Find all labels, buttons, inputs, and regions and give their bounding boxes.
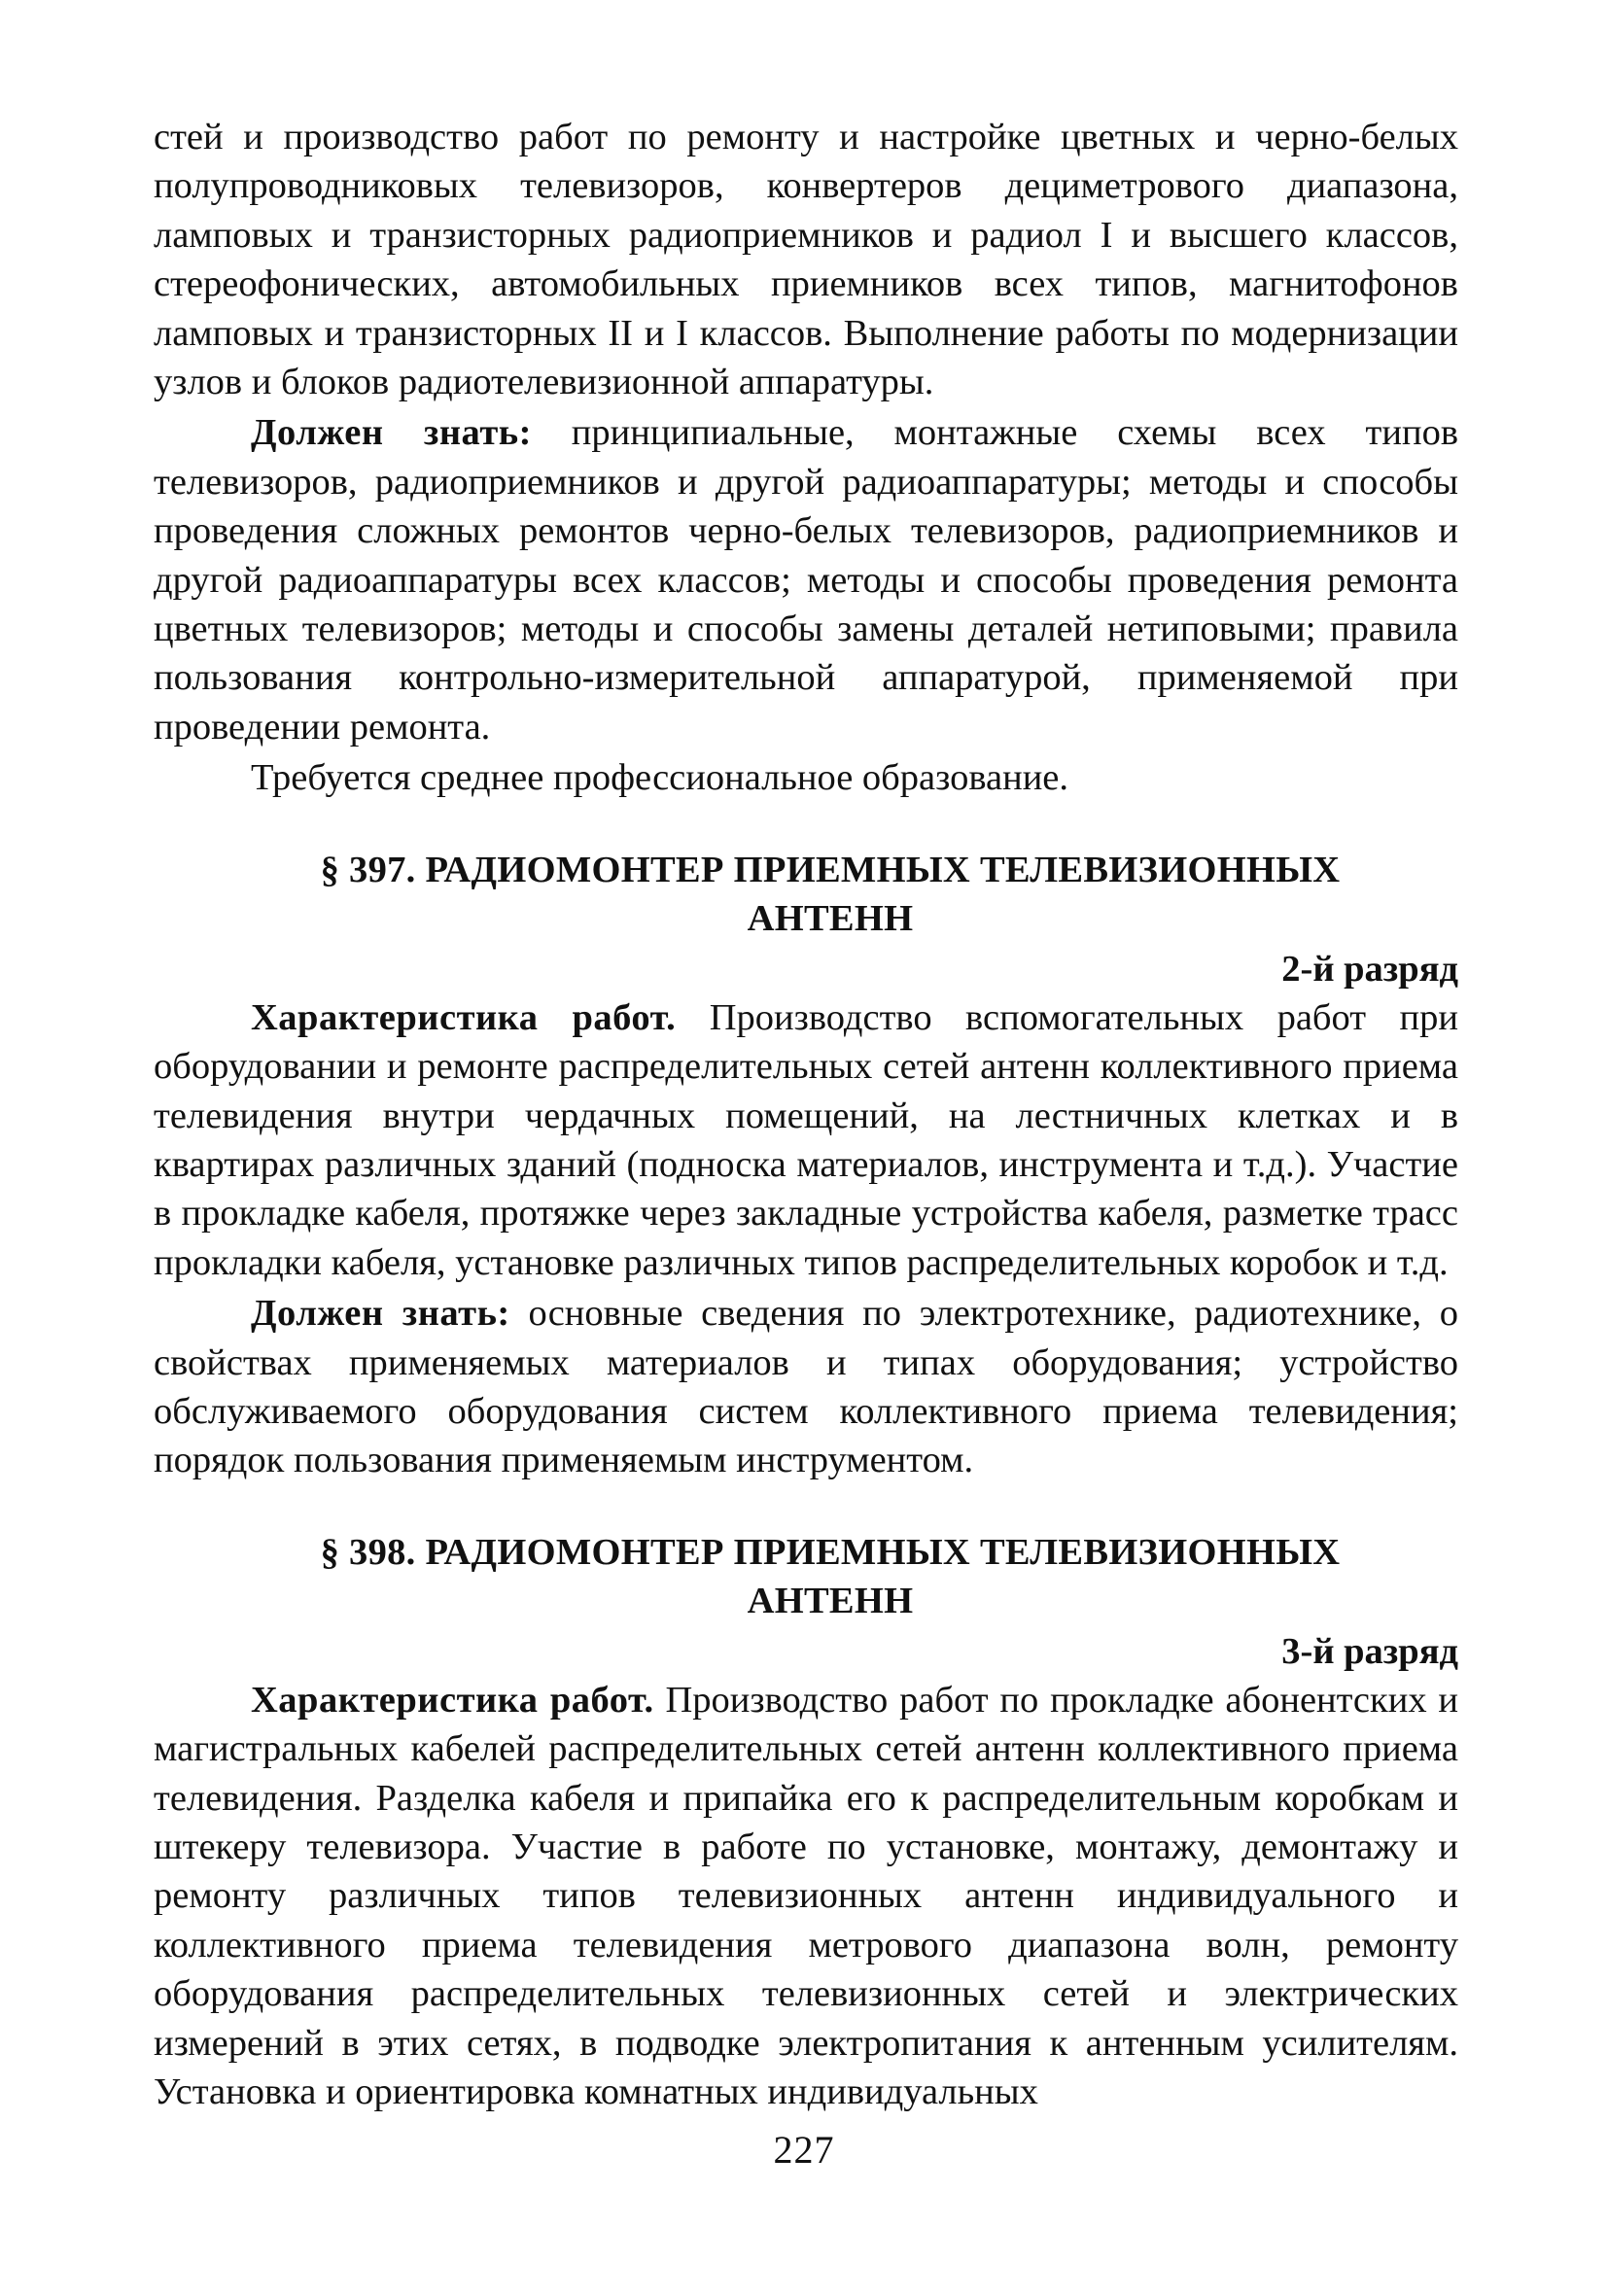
section-397-title bbox=[154, 846, 1458, 943]
section-397-paragraph-1-text: Производство вспомогательных работ при оборудовании и ремонте распределительных сетей антенн коллективного приема телевидения внутри чердачных помещений, на лестничных клетках и в квартирах различных зданий (подноска материалов, инструмента и т.д.). Участие в прокладке кабеля, протяжке через закладные устройства кабеля, разметке трасс прокладки кабеля, установке различных типов распределительных коробок и т.д. bbox=[154, 996, 1458, 1283]
section-397-paragraph-1-lead: Характеристика работ. bbox=[251, 996, 677, 1038]
intro-paragraph-1: стей и производство работ по ремонту и настройке цветных и черно-белых полупроводниковых телевизоров, конвертеров дециметрового диапазона, ламповых и транзисторных радиоприемников и радиол I и высшего классов, стереофонических, автомобильных приемников всех типов, магнитофонов ламповых и транзисторных II и I классов. Выполнение работы по модернизации узлов и блоков радиотелевизионной аппаратуры. bbox=[154, 117, 1458, 403]
section-397-paragraph-2-text: основные сведения по электротехнике, радиотехнике, о свойствах применяемых материалов и типах оборудования; устройство обслуживаемого оборудования систем коллективного приема телевидения; порядок пользования применяемым инструментом. bbox=[154, 1293, 1458, 1481]
section-398-title bbox=[154, 1528, 1458, 1625]
intro-paragraph-2-lead: Должен знать: bbox=[251, 412, 532, 454]
section-398-title-line-1: § 398. РАДИОМОНТЕР ПРИЕМНЫХ ТЕЛЕВИЗИОННЫХ bbox=[320, 1531, 1341, 1573]
intro-paragraph-3: Требуется среднее профессиональное образование. bbox=[251, 757, 1069, 799]
page-number: 227 bbox=[773, 2128, 835, 2172]
section-397-paragraph-1 bbox=[154, 993, 1458, 1287]
section-398-paragraph-1 bbox=[154, 1676, 1458, 2117]
section-397-paragraph-2-lead: Должен знать: bbox=[251, 1293, 510, 1335]
intro-paragraph-2-text: принципиальные, монтажные схемы всех типов телевизоров, радиоприемников и другой радиоаппаратуры; методы и способы проведения сложных ремонтов черно-белых телевизоров, радиоприемников и другой радиоаппаратуры всех классов; методы и способы проведения ремонта цветных телевизоров; методы и способы замены деталей нетиповыми; правила пользования контрольно-измерительной аппаратурой, применяемой при проведении ремонта. bbox=[154, 412, 1458, 748]
section-397-paragraph-2 bbox=[154, 1289, 1458, 1485]
section-397-title-line-2: АНТЕНН bbox=[747, 897, 914, 939]
section-398-grade: 3-й разряд bbox=[1281, 1630, 1458, 1672]
section-398-title-line-2: АНТЕНН bbox=[747, 1580, 914, 1621]
intro-paragraph-2 bbox=[154, 408, 1458, 751]
section-398-paragraph-1-text: Производство работ по прокладке абонентских и магистральных кабелей распределительных сетей антенн коллективного приема телевидения. Разделка кабеля и припайка его к распределительным коробкам и штекеру телевизора. Участие в работе по установке, монтажу, демонтажу и ремонту различных типов телевизионных антенн индивидуального и коллективного приема телевидения метрового диапазона волн, ремонту оборудования распределительных телевизионных сетей и электрических измерений в этих сетях, в подводке электропитания к антенным усилителям. Установка и ориентировка комнатных индивидуальных bbox=[154, 1679, 1458, 2112]
section-397-title-line-1: § 397. РАДИОМОНТЕР ПРИЕМНЫХ ТЕЛЕВИЗИОННЫХ bbox=[320, 849, 1341, 890]
section-397-grade: 2-й разряд bbox=[1281, 948, 1458, 990]
text-column bbox=[154, 113, 1458, 2116]
section-398-paragraph-1-lead: Характеристика работ. bbox=[251, 1679, 654, 1721]
